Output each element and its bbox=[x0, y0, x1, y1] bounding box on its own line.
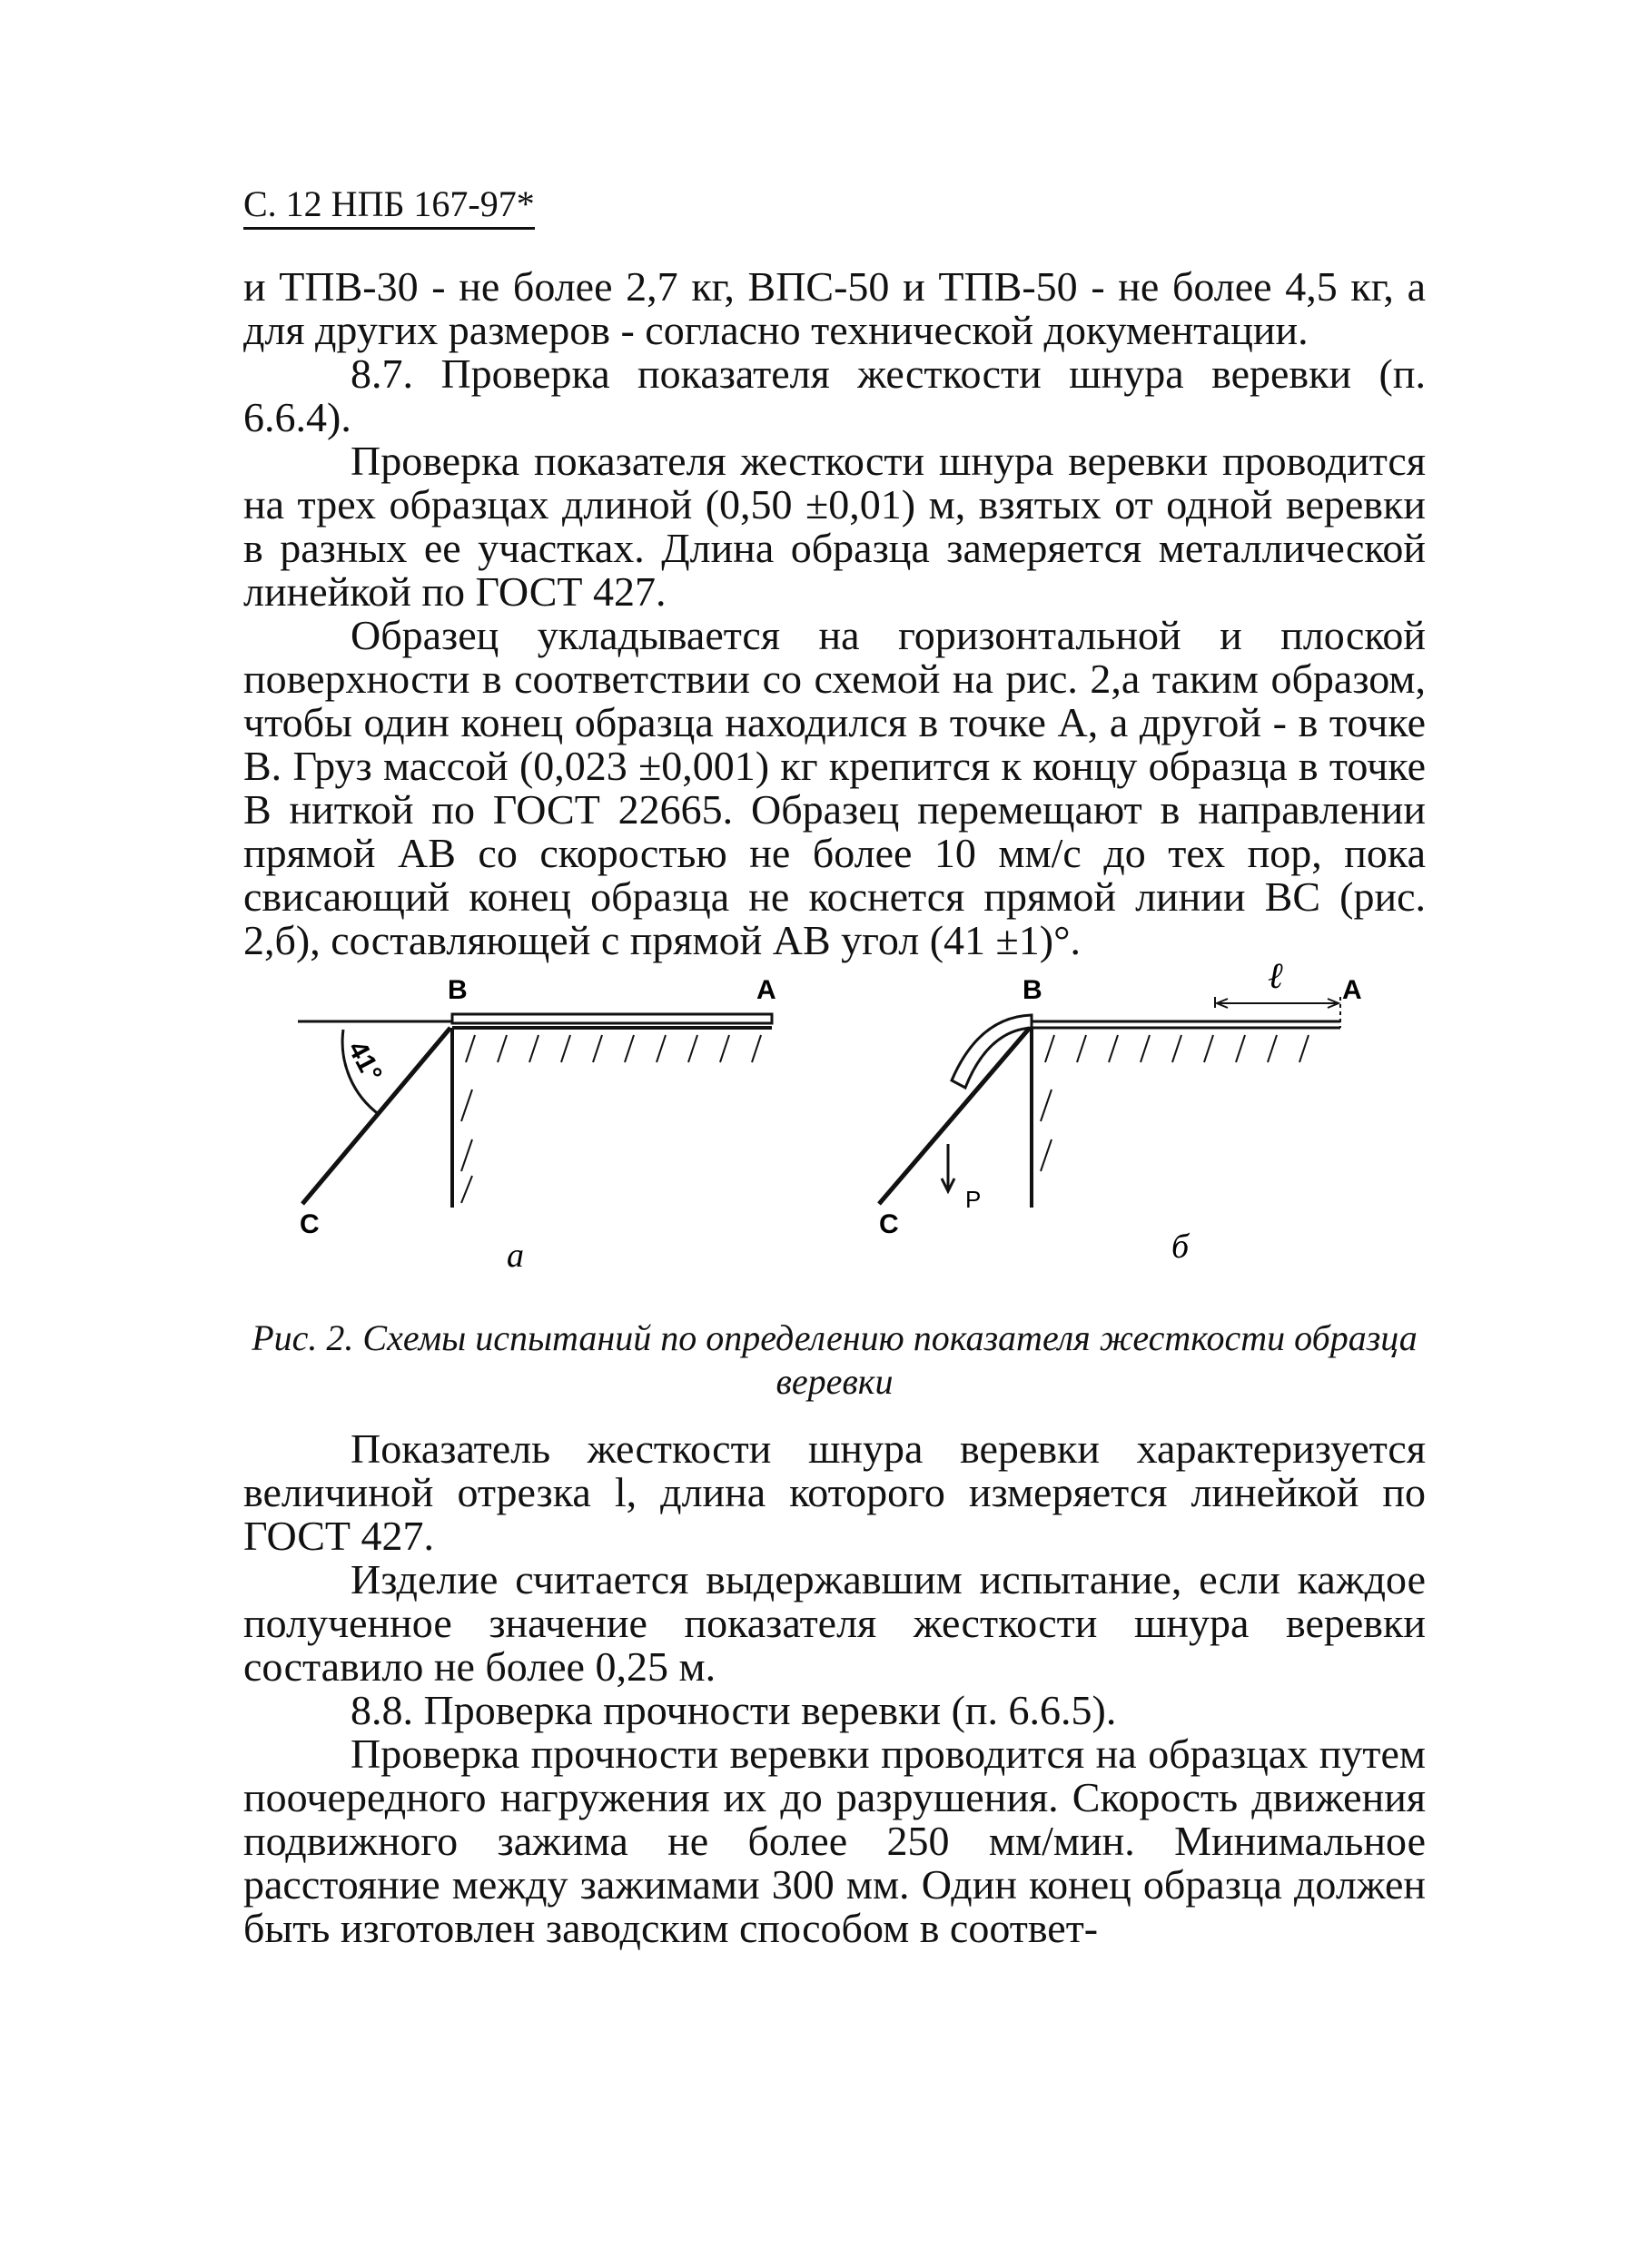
text-block-bottom bbox=[243, 1427, 1426, 1950]
section-heading-8-8: 8.8. Проверка прочности веревки (п. 6.6.5). bbox=[351, 1687, 1117, 1733]
page-header: С. 12 НПБ 167-97* bbox=[243, 182, 535, 230]
label-a-A: А bbox=[756, 975, 776, 1005]
figure-2-diagram bbox=[243, 944, 1426, 1289]
section-heading-8-7: 8.7. Проверка показателя жесткости шнура веревки (п. 6.6.4). bbox=[243, 350, 1426, 440]
paragraph-continuation: и ТПВ-30 - не более 2,7 кг, ВПС-50 и ТПВ-50 - не более 4,5 кг, а для других размеров - согласно технической документации. bbox=[243, 263, 1426, 353]
paragraph-pass-criterion: Изделие считается выдержавшим испытание, если каждое полученное значение показателя жесткости шнура веревки составило не более 0,25 м. bbox=[243, 1556, 1426, 1690]
paragraph-strength-test: Проверка прочности веревки проводится на образцах путем поочередного нагружения их до разрушения. Скорость движения подвижного зажима не более 250 мм/мин. Минимальное расстояние между зажимами 300 мм. Один конец образца должен быть изготовлен заводским способом в соответ- bbox=[243, 1731, 1426, 1951]
label-b-C: С bbox=[879, 1209, 899, 1239]
scheme-a bbox=[298, 975, 776, 1275]
text-block-top bbox=[243, 265, 1426, 962]
label-a-C: С bbox=[300, 1209, 320, 1239]
label-b-A: А bbox=[1342, 975, 1362, 1005]
scheme-b bbox=[879, 955, 1362, 1266]
sublabel-b: б bbox=[1171, 1228, 1190, 1266]
paragraph-stiffness-index: Показатель жесткости шнура веревки характеризуется величиной отрезка l, длина которого измеряется линейкой по ГОСТ 427. bbox=[243, 1425, 1426, 1559]
figure-caption: Рис. 2. Схемы испытаний по определению показателя жесткости образца веревки bbox=[252, 1317, 1418, 1402]
label-a-angle: 41° bbox=[341, 1036, 388, 1087]
paragraph-samples: Проверка показателя жесткости шнура веревки проводится на трех образцах длиной (0,50 ±0,01) м, взятых от одной веревки в разных ее участках. Длина образца замеряется металлической линейкой по ГОСТ 427. bbox=[243, 438, 1426, 615]
label-b-l: ℓ bbox=[1268, 955, 1283, 996]
label-a-B: В bbox=[448, 975, 468, 1005]
paragraph-procedure: Образец укладывается на горизонтальной и плоской поверхности в соответствии со схемой на рис. 2,а таким образом, чтобы один конец образца находился в точке А, а другой - в точке В. Груз массой (0,023 ±0,001) кг крепится к концу образца в точке В ниткой по ГОСТ 22665. Образец перемещают в направлении прямой АВ со скоростью не более 10 мм/с до тех пор, пока свисающий конец образца не коснется прямой линии ВС (рис. 2,б), составляющей с прямой АВ угол (41 ±1)°. bbox=[243, 612, 1426, 963]
label-b-B: В bbox=[1023, 975, 1042, 1005]
sublabel-a: а bbox=[507, 1237, 524, 1275]
label-b-P: Р bbox=[965, 1186, 982, 1213]
